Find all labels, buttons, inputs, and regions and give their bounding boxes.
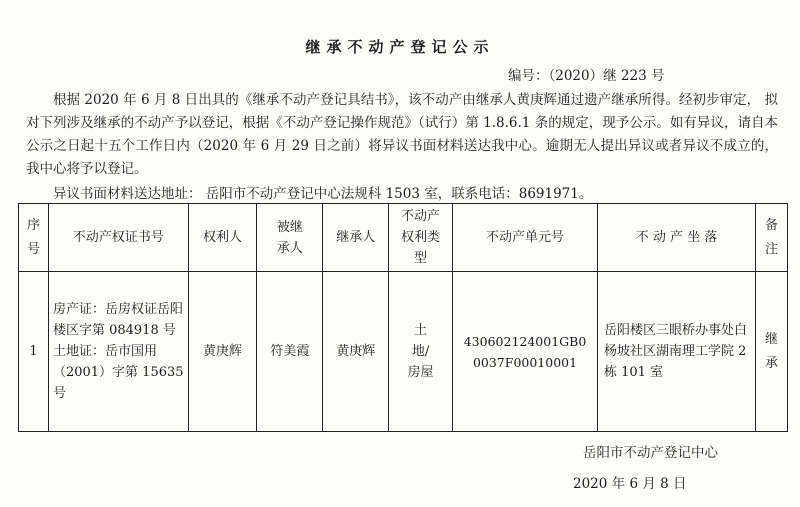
header-right-holder: 权利人 (188, 204, 257, 272)
registration-table (18, 203, 788, 432)
header-right-type: 不动产权利类型 (389, 204, 453, 272)
cell-right-holder: 黄庚辉 (188, 272, 257, 432)
header-seq: 序号 (19, 204, 49, 272)
cell-right-type: 土地/房屋 (389, 272, 453, 432)
header-unit-no: 不动产单元号 (453, 204, 598, 272)
cell-unit-no: 430602124001GB00037F00010001 (453, 272, 598, 432)
objection-address: 异议书面材料送达地址： 岳阳市不动产登记中心法规科 1503 室，联系电话：8691971。 (53, 186, 593, 202)
cell-location: 岳阳楼区三眼桥办事处白杨坡社区湖南理工学院 2 栋 101 室 (598, 272, 756, 432)
issue-date: 2020 年 6 月 8 日 (573, 476, 687, 492)
header-decedent: 被继承人 (257, 204, 323, 272)
page-title: 继承不动产登记公示 (305, 38, 495, 56)
cell-decedent: 符美霞 (257, 272, 323, 432)
issuer-signature: 岳阳市不动产登记中心 (583, 445, 718, 461)
document-number: 编号：（2020）继 223 号 (508, 68, 665, 84)
cert-land: 土地证：岳市国用（2001）字第 15635 号 (52, 344, 184, 401)
notice-body: 根据 2020 年 6 月 8 日出具的《继承不动产登记具结书》，该不动产由继承人黄庚辉通过遗产继承所得。经初步审定， 拟对下列涉及继承的不动产予以登记，根据《不动产登记操作规范》（试行）第 1.8.6.1 条的规定，现予公示。如有异议，请自本公示之日起十五个工作日内（2020 年 6 月 29 日之前）将异议书面材料送达我中心。逾期无人提出异议或者异议不成立的，我中心将予以登记。 (26, 92, 778, 177)
header-remark: 备注 (755, 204, 787, 272)
header-heir: 继承人 (323, 204, 389, 272)
table-header-row (19, 204, 788, 272)
cell-seq: 1 (19, 272, 49, 432)
cert-house: 房产证：岳房权证岳阳楼区字第 084918 号 (52, 302, 183, 338)
cell-cert-no (48, 272, 188, 432)
cell-remark: 继承 (755, 272, 787, 432)
header-location: 不 动 产 坐 落 (598, 204, 756, 272)
cell-heir: 黄庚辉 (323, 272, 389, 432)
header-cert-no: 不动产权证书号 (48, 204, 188, 272)
table-row (19, 272, 788, 432)
